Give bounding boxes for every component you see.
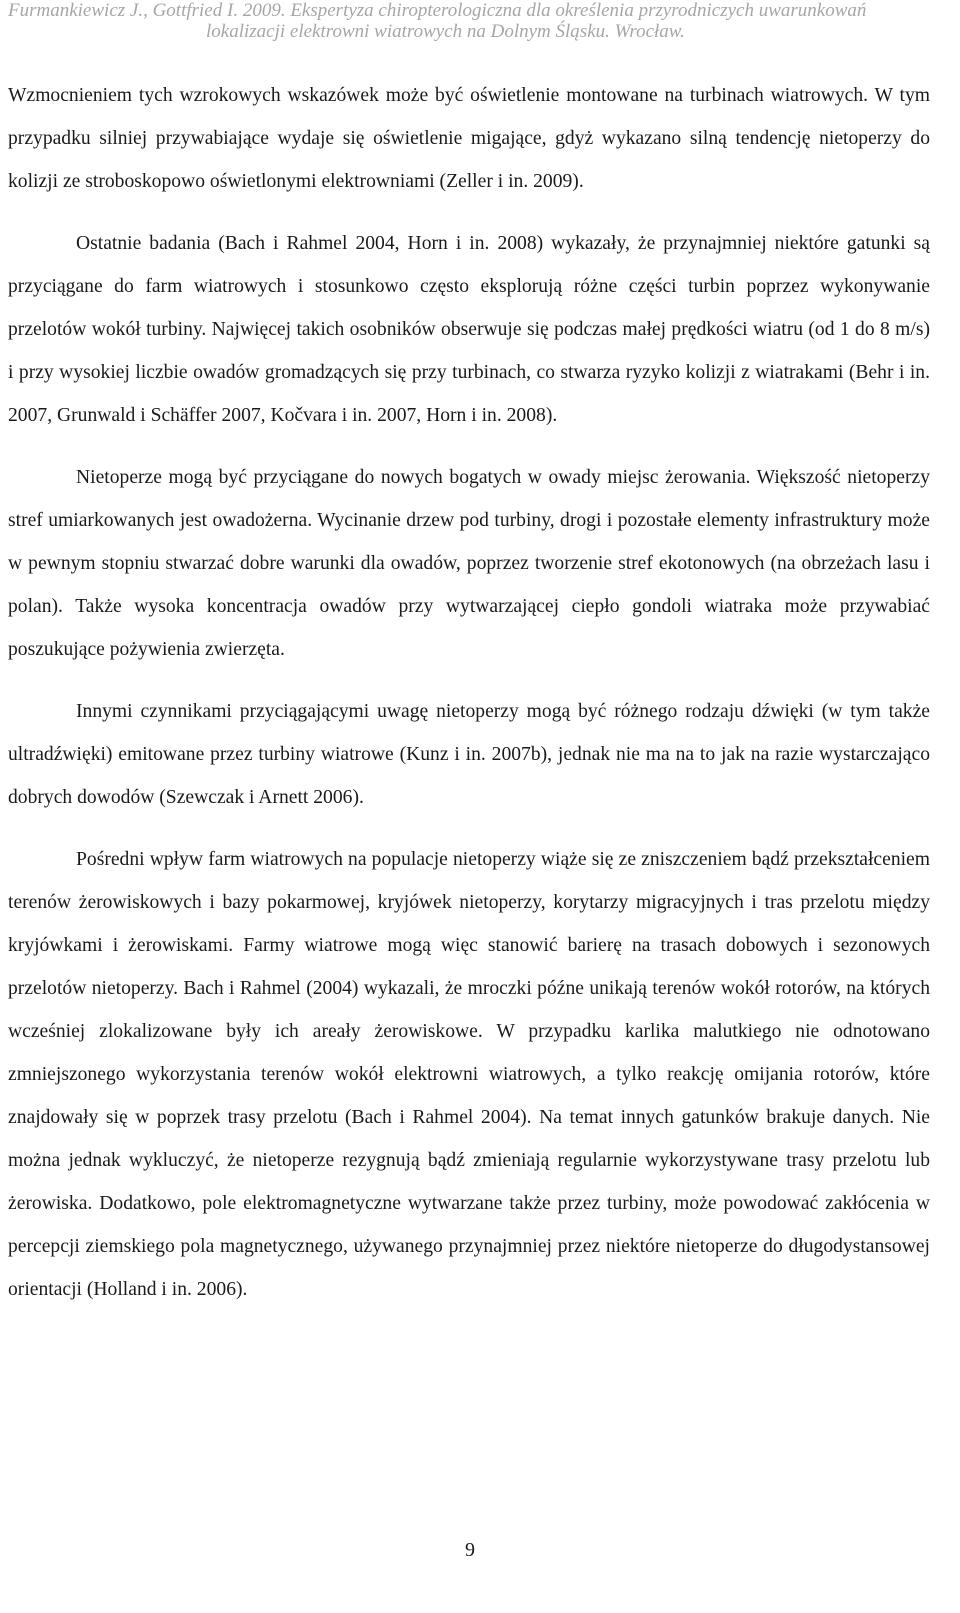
header-line-1: Furmankiewicz J., Gottfried I. 2009. Ekspertyza chiropterologiczna dla określenia przyrodniczych uwarunkowań — [8, 0, 867, 21]
paragraph: Nietoperze mogą być przyciągane do nowych bogatych w owady miejsc żerowania. Większość nietoperzy stref umiarkowanych jest owadożerna. Wycinanie drzew pod turbiny, drogi i pozostałe elementy infrastruktury może w pewnym stopniu stwarzać dobre warunki dla owadów, poprzez tworzenie stref ekotonowych (na obrzeżach lasu i polan). Także wysoka koncentracja owadów przy wytwarzającej ciepło gondoli wiatraka może przywabiać poszukujące pożywienia zwierzęta. — [8, 467, 930, 660]
paragraph: Wzmocnieniem tych wzrokowych wskazówek może być oświetlenie montowane na turbinach wiatrowych. W tym przypadku silniej przywabiające wydaje się oświetlenie migające, gdyż wykazano silną tendencję nietoperzy do kolizji ze stroboskopowo oświetlonymi elektrowniami (Zeller i in. 2009). — [8, 85, 930, 192]
page-number: 9 — [465, 1539, 475, 1561]
running-header — [8, 0, 948, 42]
header-line-2: lokalizacji elektrowni wiatrowych na Dolnym Śląsku. Wrocław. — [206, 21, 685, 42]
body-text — [8, 74, 930, 1311]
paragraph: Pośredni wpływ farm wiatrowych na populacje nietoperzy wiąże się ze zniszczeniem bądź przekształceniem terenów żerowiskowych i bazy pokarmowej, kryjówek nietoperzy, korytarzy migracyjnych i tras przelotu między kryjówkami i żerowiskami. Farmy wiatrowe mogą więc stanowić barierę na trasach dobowych i sezonowych przelotów nietoperzy. Bach i Rahmel (2004) wykazali, że mroczki późne unikają terenów wokół rotorów, na których wcześniej zlokalizowane były ich areały żerowiskowe. W przypadku karlika malutkiego nie odnotowano zmniejszonego wykorzystania terenów wokół elektrowni wiatrowych, a tylko reakcję omijania rotorów, które znajdowały się w poprzek trasy przelotu (Bach i Rahmel 2004). Na temat innych gatunków brakuje danych. Nie można jednak wykluczyć, że nietoperze rezygnują bądź zmieniają regularnie wykorzystywane trasy przelotu lub żerowiska. Dodatkowo, pole elektromagnetyczne wytwarzane także przez turbiny, może powodować zakłócenia w percepcji ziemskiego pola magnetycznego, używanego przynajmniej przez niektóre nietoperze do długodystansowej orientacji (Holland i in. 2006). — [8, 849, 930, 1300]
paragraph: Ostatnie badania (Bach i Rahmel 2004, Horn i in. 2008) wykazały, że przynajmniej niektóre gatunki są przyciągane do farm wiatrowych i stosunkowo często eksplorują różne części turbin poprzez wykonywanie przelotów wokół turbiny. Najwięcej takich osobników obserwuje się podczas małej prędkości wiatru (od 1 do 8 m/s) i przy wysokiej liczbie owadów gromadzących się przy turbinach, co stwarza ryzyko kolizji z wiatrakami (Behr i in. 2007, Grunwald i Schäffer 2007, Kočvara i in. 2007, Horn i in. 2008). — [8, 233, 930, 426]
paragraph: Innymi czynnikami przyciągającymi uwagę nietoperzy mogą być różnego rodzaju dźwięki (w tym także ultradźwięki) emitowane przez turbiny wiatrowe (Kunz i in. 2007b), jednak nie ma na to jak na razie wystarczająco dobrych dowodów (Szewczak i Arnett 2006). — [8, 701, 930, 808]
